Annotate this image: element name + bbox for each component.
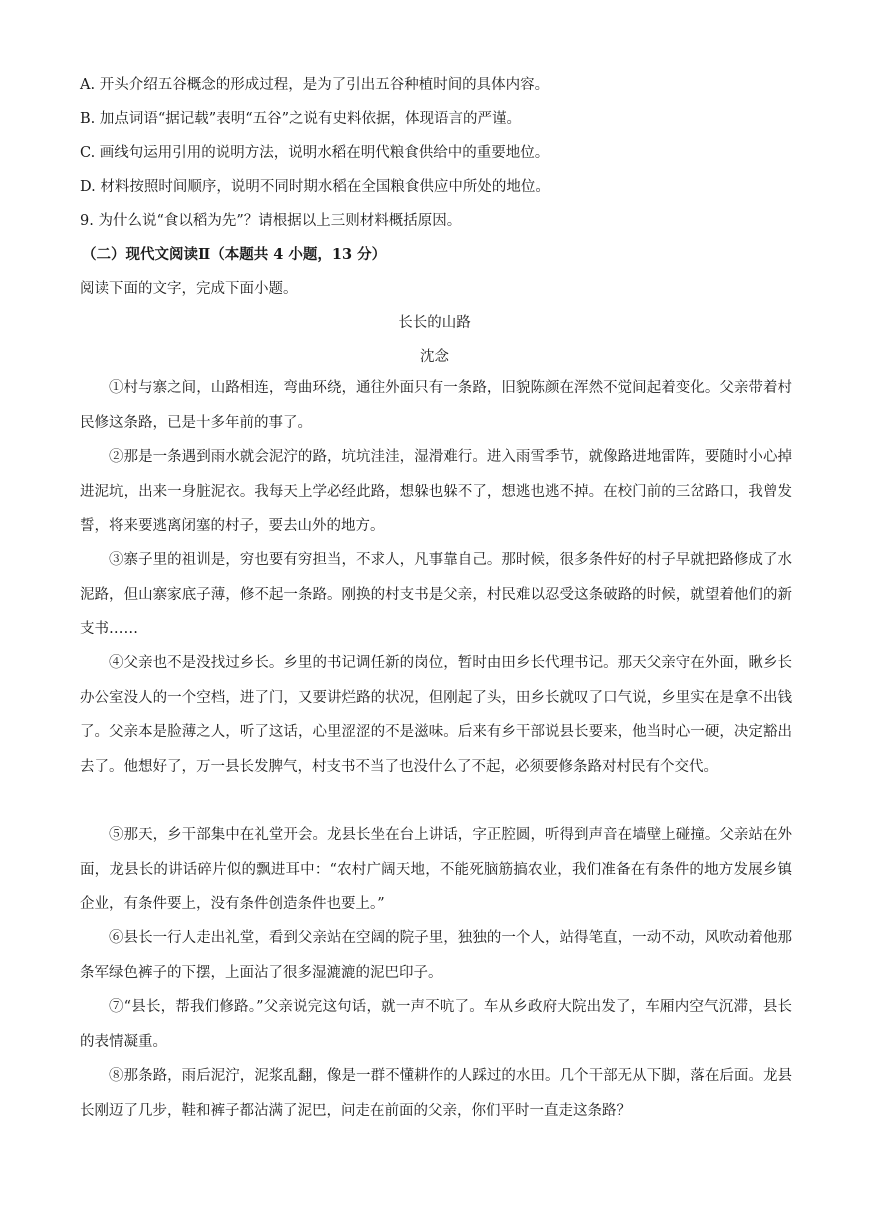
article-author: 沈念 xyxy=(420,349,449,365)
section-heading: （二）现代文阅读Ⅱ（本题共 4 小题，13 分） xyxy=(82,246,387,263)
paragraph-1: ①村与寨之间，山路相连，弯曲环绕，通往外面只有一条路，旧貌陈颜在浑然不觉间起着变化。父亲带着村民修这条路，已是十多年前的事了。 xyxy=(80,380,792,431)
option-b: B. 加点词语“据记载”表明“五谷”之说有史料依据，体现语言的严谨。 xyxy=(80,111,522,127)
option-c: C. 画线句运用引用的说明方法，说明水稻在明代粮食供给中的重要地位。 xyxy=(80,145,550,161)
paragraph-4: ④父亲也不是没找过乡长。乡里的书记调任新的岗位，暂时由田乡长代理书记。那天父亲守在外面，瞅乡长办公室没人的一个空档，进了门，又要讲烂路的状况，但刚起了头，田乡长就叹了口气说，乡里实在是拿不出钱了。父亲本是脸薄之人，听了这话，心里涩涩的不是滋味。后来有乡干部说县长要来，他当时心一硬，决定豁出去了。他想好了，万一县长发脾气，村支书不当了也没什么了不起，必须要修条路对村民有个交代。 xyxy=(80,655,792,775)
paragraph-8: ⑧那条路，雨后泥泞，泥浆乱翻，像是一群不懂耕作的人踩过的水田。几个干部无从下脚，落在后面。龙县长刚迈了几步，鞋和裤子都沾满了泥巴，问走在前面的父亲，你们平时一直走这条路？ xyxy=(80,1068,792,1119)
paragraph-5: ⑤那天，乡干部集中在礼堂开会。龙县长坐在台上讲话，字正腔圆，听得到声音在墙壁上碰撞。父亲站在外面，龙县长的讲话碎片似的飘进耳中：“农村广阔天地，不能死脑筋搞农业，我们准备在有条件的地方发展乡镇企业，有条件要上，没有条件创造条件也要上。” xyxy=(80,827,792,912)
paragraph-6: ⑥县长一行人走出礼堂，看到父亲站在空阔的院子里，独独的一个人，站得笔直，一动不动，风吹动着他那条军绿色裤子的下摆，上面沾了很多湿漉漉的泥巴印子。 xyxy=(80,930,792,981)
instruction: 阅读下面的文字，完成下面小题。 xyxy=(80,281,298,297)
paragraph-7: ⑦“县长，帮我们修路。”父亲说完这句话，就一声不吭了。车从乡政府大院出发了，车厢内空气沉滞，县长的表情凝重。 xyxy=(80,999,792,1050)
question-9: 9. 为什么说“食以稻为先”？请根据以上三则材料概括原因。 xyxy=(80,213,462,229)
option-d: D. 材料按照时间顺序，说明不同时期水稻在全国粮食供应中所处的地位。 xyxy=(80,179,550,195)
option-a: A. 开头介绍五谷概念的形成过程，是为了引出五谷种植时间的具体内容。 xyxy=(80,77,550,93)
paragraph-3: ③寨子里的祖训是，穷也要有穷担当，不求人，凡事靠自己。那时候，很多条件好的村子早就把路修成了水泥路，但山寨家底子薄，修不起一条路。刚换的村支书是父亲，村民难以忍受这条破路的时候，就望着他们的新支书…… xyxy=(80,552,792,637)
paragraph-2: ②那是一条遇到雨水就会泥泞的路，坑坑洼洼，湿滑难行。进入雨雪季节，就像路进地雷阵，要随时小心掉进泥坑，出来一身脏泥衣。我每天上学必经此路，想躲也躲不了，想逃也逃不掉。在校门前的三岔路口，我曾发誓，将来要逃离闭塞的村子，要去山外的地方。 xyxy=(80,449,792,534)
article-title: 长长的山路 xyxy=(398,315,471,331)
